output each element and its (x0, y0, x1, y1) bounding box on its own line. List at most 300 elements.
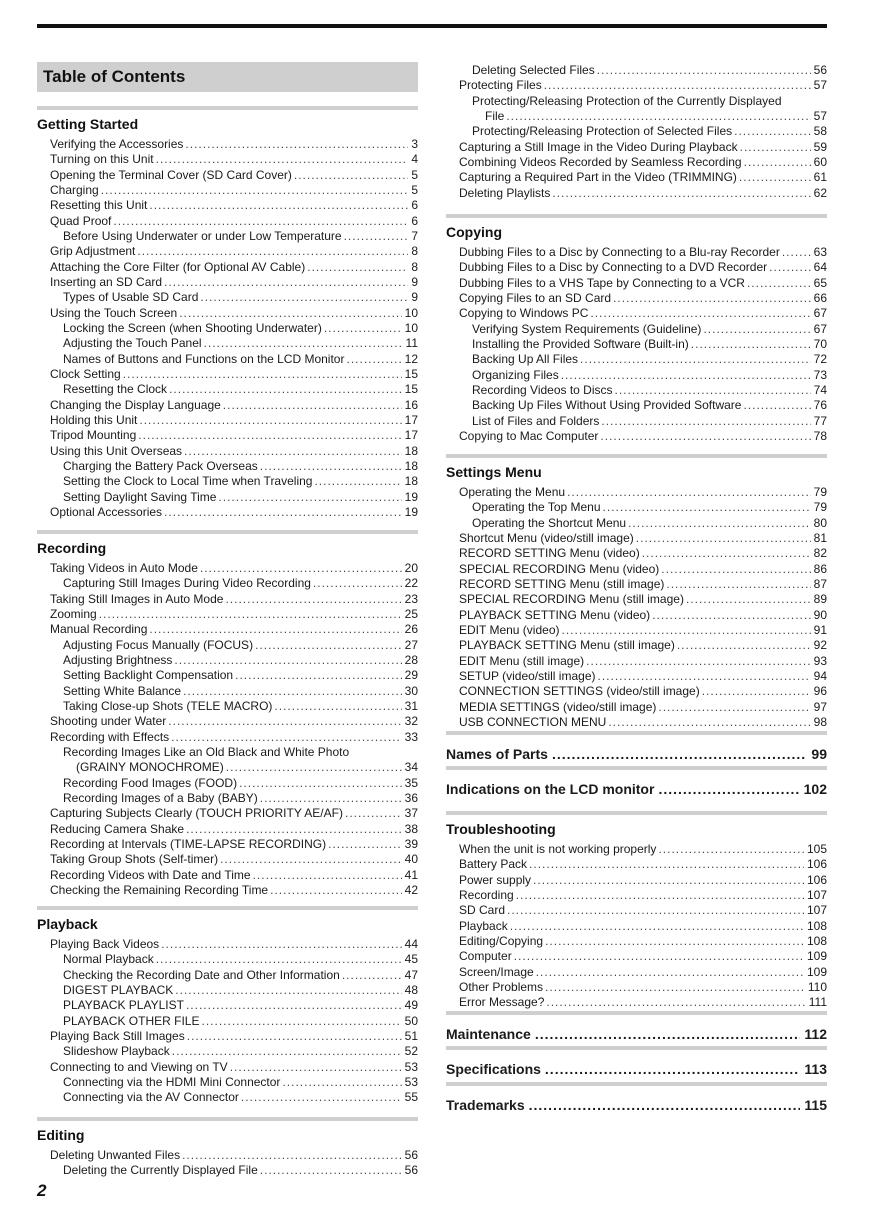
toc-entry-page: 56 (404, 1148, 418, 1162)
toc-entry-page: 78 (813, 428, 827, 443)
toc-entry[interactable] (446, 873, 827, 888)
toc-entry[interactable] (37, 352, 418, 367)
toc-entry[interactable] (446, 245, 827, 260)
toc-entry-label: Capturing a Still Image in the Video During Playback (459, 139, 738, 154)
toc-title: Table of Contents (37, 62, 418, 92)
section-divider (446, 766, 827, 770)
section-trademarks[interactable] (446, 1082, 827, 1114)
toc-entry[interactable] (37, 229, 418, 244)
toc-entry-page: 12 (404, 351, 418, 366)
dot-leader (544, 78, 811, 93)
toc-entry-page: 91 (813, 622, 827, 637)
toc-entry[interactable] (446, 654, 827, 669)
toc-entry[interactable] (446, 546, 827, 561)
toc-entry[interactable] (446, 124, 827, 139)
toc-entry[interactable] (37, 745, 418, 760)
entries-playback (37, 937, 418, 1106)
toc-entry-page: 6 (411, 198, 418, 213)
dot-leader (175, 983, 401, 998)
major-page: 115 (804, 1097, 827, 1113)
toc-entry-label: Dubbing Files to a Disc by Connecting to a Blu-ray Recorder (459, 245, 780, 259)
dot-leader (204, 336, 403, 351)
toc-entry-page: 107 (806, 887, 827, 902)
toc-entry[interactable] (446, 638, 827, 653)
toc-entry[interactable] (37, 983, 418, 998)
dot-leader (169, 382, 402, 397)
toc-entry-page: 5 (411, 182, 418, 197)
dot-leader (636, 531, 811, 546)
toc-entry-label: Deleting Selected Files (472, 63, 595, 77)
toc-entry[interactable] (446, 260, 827, 275)
dot-leader (535, 1025, 801, 1043)
toc-entry-label: Attaching the Core Filter (for Optional AV Cable) (50, 259, 306, 274)
toc-entry-page: 58 (813, 124, 827, 139)
toc-entry-page: 57 (813, 78, 827, 93)
toc-entry[interactable] (37, 998, 418, 1013)
toc-entry-label: Recording Food Images (FOOD) (63, 775, 238, 790)
toc-entry-label: SD Card (459, 903, 506, 918)
toc-entry[interactable] (446, 109, 827, 124)
toc-entry-label: Backing Up All Files (472, 352, 579, 367)
toc-entry-label: Connecting via the HDMI Mini Connector (63, 1074, 281, 1089)
dot-leader (658, 700, 810, 715)
toc-entry-label: DIGEST PLAYBACK (63, 982, 174, 997)
section-divider (446, 214, 827, 218)
toc-entry-page: 18 (404, 458, 418, 473)
toc-entry[interactable] (37, 1029, 418, 1044)
dot-leader (739, 170, 811, 185)
toc-entry-label: Verifying System Requirements (Guideline) (472, 321, 702, 336)
toc-entry-page: 52 (404, 1044, 418, 1059)
toc-entry[interactable] (446, 684, 827, 699)
toc-entry[interactable] (446, 516, 827, 531)
toc-entry[interactable] (37, 214, 418, 229)
dot-leader (274, 699, 401, 714)
toc-entry[interactable] (37, 714, 418, 729)
dot-leader (743, 398, 810, 413)
dot-leader (123, 367, 402, 382)
section-title-editing: Editing (37, 1127, 85, 1143)
toc-entry[interactable] (446, 669, 827, 684)
toc-entry[interactable] (37, 937, 418, 952)
toc-entry-page: 5 (411, 167, 418, 182)
dot-leader (546, 995, 805, 1010)
toc-entry-page: 9 (411, 274, 418, 289)
toc-entry[interactable] (446, 383, 827, 398)
toc-entry-page: 8 (411, 244, 418, 259)
toc-entry[interactable] (37, 168, 418, 183)
toc-entry-page: 106 (806, 872, 827, 887)
toc-entry[interactable] (37, 668, 418, 683)
toc-entry[interactable] (37, 183, 418, 198)
toc-entry[interactable] (446, 368, 827, 383)
toc-entry-page: 42 (404, 882, 418, 897)
toc-entry[interactable] (37, 474, 418, 489)
toc-entry-page: 97 (813, 699, 827, 714)
toc-entry[interactable] (37, 367, 418, 382)
section-divider (446, 1082, 827, 1086)
toc-entry[interactable] (37, 638, 418, 653)
toc-entry-page: 81 (813, 530, 827, 545)
section-title-copying: Copying (446, 224, 502, 240)
major-page: 102 (803, 781, 827, 797)
toc-entry[interactable] (446, 857, 827, 872)
toc-entry-label: Recording with Effects (50, 729, 170, 744)
toc-entry-page: 9 (411, 290, 418, 305)
toc-entry[interactable] (446, 140, 827, 155)
section-getting-started (37, 106, 418, 520)
toc-entry-page: 106 (806, 857, 827, 872)
toc-entry-page: 11 (405, 336, 418, 351)
toc-entry-label: When the unit is not working properly (459, 842, 657, 856)
toc-entry-label: Battery Pack (459, 857, 528, 872)
toc-entry-label: Zooming (50, 606, 97, 621)
section-settings-menu (446, 454, 827, 730)
toc-entry[interactable] (37, 822, 418, 837)
toc-entry-page: 17 (404, 412, 418, 427)
dot-leader (686, 592, 811, 607)
dot-leader (241, 1090, 402, 1105)
toc-entry-label: Adjusting the Touch Panel (63, 336, 202, 351)
toc-entry-label: Taking Videos in Auto Mode (50, 561, 198, 575)
toc-entry[interactable] (37, 607, 418, 622)
toc-entry-label: Recording Videos to Discs (472, 382, 613, 397)
toc-entry[interactable] (37, 776, 418, 791)
dot-leader (782, 245, 811, 260)
toc-entry[interactable] (37, 198, 418, 213)
toc-entry[interactable] (37, 837, 418, 852)
toc-entry-label: Changing the Display Language (50, 397, 221, 412)
dot-leader (507, 903, 804, 918)
toc-entry-page: 25 (404, 606, 418, 621)
toc-entry[interactable] (446, 186, 827, 201)
dot-leader (561, 623, 810, 638)
major-title: Specifications (446, 1061, 541, 1077)
toc-entry-page: 3 (411, 137, 418, 151)
toc-entry[interactable] (37, 1075, 418, 1090)
toc-entry[interactable] (37, 260, 418, 275)
toc-entry-page: 20 (404, 561, 418, 575)
toc-entry[interactable] (446, 995, 827, 1010)
dot-leader (218, 490, 401, 505)
toc-entry[interactable] (37, 592, 418, 607)
toc-entry[interactable] (446, 352, 827, 367)
dot-leader (138, 428, 401, 443)
dot-leader (187, 1029, 402, 1044)
dot-leader (260, 1163, 402, 1178)
toc-entry[interactable] (37, 622, 418, 637)
toc-entry-page: 18 (404, 443, 418, 458)
toc-entry-label: PLAYBACK SETTING Menu (video) (459, 607, 651, 622)
toc-entry-page: 111 (808, 995, 827, 1010)
toc-entry-label: File (485, 108, 505, 123)
toc-entry[interactable] (446, 306, 827, 321)
toc-entry[interactable] (37, 290, 418, 305)
section-specifications[interactable] (446, 1046, 827, 1078)
toc-entry[interactable] (446, 700, 827, 715)
toc-entry[interactable] (37, 730, 418, 745)
toc-entry[interactable] (446, 337, 827, 352)
section-divider (37, 1117, 418, 1121)
toc-entry-page: 36 (404, 790, 418, 805)
toc-entry-page: 19 (404, 489, 418, 504)
toc-entry[interactable] (37, 699, 418, 714)
toc-entry-page: 109 (806, 964, 827, 979)
toc-entry[interactable] (37, 1148, 418, 1163)
section-divider (37, 530, 418, 534)
dot-leader (99, 607, 402, 622)
dot-leader (628, 516, 811, 531)
toc-entry-label: Operating the Menu (459, 485, 566, 499)
dot-leader (744, 155, 811, 170)
toc-entry[interactable] (37, 1044, 418, 1059)
toc-entry-label: Using the Touch Screen (50, 305, 178, 320)
entries-editing-continued (446, 63, 827, 201)
toc-entry-label: Recording Images of a Baby (BABY) (63, 790, 258, 805)
toc-entry[interactable] (37, 1060, 418, 1075)
toc-entry-label: Checking the Remaining Recording Time (50, 882, 269, 897)
toc-entry-page: 80 (813, 515, 827, 530)
toc-entry[interactable] (446, 63, 827, 78)
toc-entry[interactable] (37, 382, 418, 397)
toc-entry[interactable] (446, 94, 827, 109)
toc-entry[interactable] (446, 276, 827, 291)
dot-leader (552, 745, 807, 763)
dot-leader (516, 888, 804, 903)
toc-entry[interactable] (37, 137, 418, 152)
toc-entry-page: 34 (404, 760, 418, 775)
toc-entry-label: EDIT Menu (still image) (459, 653, 585, 668)
dot-leader (156, 952, 402, 967)
section-troubleshooting (446, 811, 827, 1011)
toc-entry[interactable] (37, 505, 418, 520)
toc-entry[interactable] (37, 490, 418, 505)
major-page: 113 (804, 1061, 827, 1077)
toc-entry[interactable] (446, 562, 827, 577)
toc-entry-label: Connecting via the AV Connector (63, 1090, 239, 1105)
dot-leader (345, 806, 402, 821)
toc-entry-label: Types of Usable SD Card (63, 290, 199, 305)
toc-entry-page: 96 (813, 684, 827, 699)
toc-entry-page: 50 (404, 1013, 418, 1028)
dot-leader (226, 760, 402, 775)
toc-entry[interactable] (37, 968, 418, 983)
toc-entry[interactable] (446, 608, 827, 623)
toc-entry[interactable] (446, 577, 827, 592)
toc-entry-page: 28 (404, 652, 418, 667)
major-title: Trademarks (446, 1097, 525, 1113)
toc-entry[interactable] (37, 321, 418, 336)
toc-entry[interactable] (446, 934, 827, 949)
toc-entry-page: 4 (411, 152, 418, 167)
section-title-playback: Playback (37, 916, 98, 932)
toc-entry[interactable] (37, 1090, 418, 1105)
toc-entry-label: Grip Adjustment (50, 244, 136, 259)
toc-entry[interactable] (37, 868, 418, 883)
dot-leader (747, 276, 811, 291)
dot-leader (200, 561, 402, 576)
section-divider (37, 906, 418, 910)
toc-entry[interactable] (37, 336, 418, 351)
toc-entry[interactable] (446, 322, 827, 337)
dot-leader (597, 63, 811, 78)
toc-entry-label: Setting White Balance (63, 683, 182, 698)
dot-leader (703, 322, 810, 337)
toc-entry-label: CONNECTION SETTINGS (video/still image) (459, 684, 700, 699)
toc-entry[interactable] (37, 791, 418, 806)
toc-entry[interactable] (446, 170, 827, 185)
toc-entry[interactable] (37, 806, 418, 821)
section-title-getting-started: Getting Started (37, 116, 139, 132)
toc-entry-label: Inserting an SD Card (50, 274, 163, 289)
major-title: Maintenance (446, 1026, 531, 1042)
toc-entry-label: Protecting/Releasing Protection of the Currently Displayed (472, 93, 782, 108)
toc-entry[interactable] (446, 155, 827, 170)
toc-entry[interactable] (446, 291, 827, 306)
section-divider (37, 106, 418, 110)
dot-leader (101, 183, 409, 198)
toc-entry-page: 93 (813, 653, 827, 668)
toc-entry[interactable] (446, 715, 827, 730)
toc-entry[interactable] (446, 919, 827, 934)
toc-entry-page: 105 (806, 842, 827, 856)
toc-entry-label: Adjusting Brightness (63, 652, 173, 667)
toc-entry[interactable] (37, 152, 418, 167)
dot-leader (239, 776, 402, 791)
dot-leader (179, 306, 401, 321)
toc-entry[interactable] (37, 306, 418, 321)
toc-entry-label: Checking the Recording Date and Other Information (63, 967, 340, 982)
toc-entry[interactable] (446, 500, 827, 515)
toc-entry[interactable] (37, 1163, 418, 1178)
toc-entry-label: PLAYBACK SETTING Menu (still image) (459, 638, 675, 653)
toc-entry[interactable] (446, 78, 827, 93)
dot-leader (225, 592, 401, 607)
toc-entry-label: MEDIA SETTINGS (video/still image) (459, 699, 657, 714)
toc-entry[interactable] (446, 842, 827, 857)
major-title: Indications on the LCD monitor (446, 781, 655, 797)
toc-entry-label: Resetting this Unit (50, 198, 148, 213)
dot-leader (185, 137, 408, 152)
toc-entry-label: Copying Files to an SD Card (459, 290, 612, 305)
toc-entry[interactable] (446, 414, 827, 429)
toc-entry[interactable] (446, 965, 827, 980)
toc-entry-page: 79 (813, 500, 827, 515)
toc-entry[interactable] (37, 444, 418, 459)
toc-entry[interactable] (446, 888, 827, 903)
toc-entry-label: Slideshow Playback (63, 1044, 170, 1059)
toc-entry[interactable] (37, 760, 418, 775)
section-indications[interactable] (446, 766, 827, 798)
toc-entry-page: 32 (404, 714, 418, 729)
toc-entry[interactable] (37, 576, 418, 591)
toc-entry-page: 98 (813, 714, 827, 729)
toc-entry[interactable] (446, 949, 827, 964)
toc-entry[interactable] (446, 485, 827, 500)
toc-entry-page: 108 (806, 918, 827, 933)
toc-entry-page: 49 (404, 998, 418, 1013)
toc-entry-label: PLAYBACK OTHER FILE (63, 1013, 200, 1028)
top-rule (37, 24, 827, 28)
toc-entry[interactable] (37, 459, 418, 474)
toc-entry[interactable] (446, 623, 827, 638)
toc-entry[interactable] (37, 1014, 418, 1029)
toc-entry[interactable] (446, 592, 827, 607)
toc-entry[interactable] (37, 244, 418, 259)
toc-entry[interactable] (446, 531, 827, 546)
dot-leader (600, 429, 810, 444)
toc-entry[interactable] (37, 684, 418, 699)
toc-entry-page: 61 (813, 170, 827, 185)
dot-leader (615, 383, 811, 398)
dot-leader (580, 352, 811, 367)
toc-entry[interactable] (37, 413, 418, 428)
dot-leader (164, 505, 402, 520)
toc-entry[interactable] (37, 275, 418, 290)
toc-entry-page: 87 (813, 576, 827, 591)
toc-entry[interactable] (446, 398, 827, 413)
toc-entry-page: 26 (404, 622, 418, 637)
section-names-of-parts[interactable] (446, 731, 827, 763)
toc-entry[interactable] (446, 903, 827, 918)
toc-entry-label: Other Problems (459, 979, 544, 994)
toc-entry-page: 51 (404, 1028, 418, 1043)
toc-entry[interactable] (37, 852, 418, 867)
toc-entry-page: 64 (813, 260, 827, 275)
toc-entry[interactable] (37, 428, 418, 443)
toc-entry[interactable] (37, 561, 418, 576)
section-copying (446, 214, 827, 444)
toc-entry-page: 16 (404, 397, 418, 412)
toc-entry-label: Verifying the Accessories (50, 137, 184, 151)
dot-leader (255, 638, 402, 653)
dot-leader (658, 842, 804, 857)
toc-entry-page: 76 (813, 398, 827, 413)
toc-entry[interactable] (37, 883, 418, 898)
toc-entry-label: RECORD SETTING Menu (video) (459, 546, 640, 561)
toc-entry-label: Capturing a Required Part in the Video (TRIMMING) (459, 170, 737, 185)
section-divider (446, 811, 827, 815)
toc-entry-page: 17 (404, 428, 418, 443)
toc-entry-page: 73 (813, 367, 827, 382)
toc-entry-page: 62 (813, 185, 827, 200)
toc-entry-label: Combining Videos Recorded by Seamless Recording (459, 154, 742, 169)
toc-entry-page: 59 (813, 139, 827, 154)
toc-entry[interactable] (37, 398, 418, 413)
toc-entry[interactable] (37, 952, 418, 967)
entries-troubleshooting (446, 842, 827, 1011)
toc-entry-label: Setting Daylight Saving Time (63, 489, 217, 504)
toc-entry[interactable] (446, 429, 827, 444)
dot-leader (545, 980, 805, 995)
toc-entry-page: 110 (807, 979, 827, 994)
toc-entry-label: Optional Accessories (50, 504, 163, 519)
toc-entry-page: 29 (404, 668, 418, 683)
major-page: 112 (804, 1026, 827, 1042)
dot-leader (294, 168, 408, 183)
toc-entry[interactable] (37, 653, 418, 668)
dot-leader (567, 485, 811, 500)
dot-leader (533, 873, 804, 888)
toc-entry-page: 48 (404, 982, 418, 997)
toc-entry-page: 47 (404, 967, 418, 982)
toc-entry[interactable] (446, 980, 827, 995)
toc-entry-label: Recording Images Like an Old Black and White Photo (63, 744, 350, 759)
dot-leader (313, 576, 402, 591)
section-maintenance[interactable] (446, 1011, 827, 1043)
toc-entry-page: 33 (404, 729, 418, 744)
toc-entry-page: 60 (813, 154, 827, 169)
